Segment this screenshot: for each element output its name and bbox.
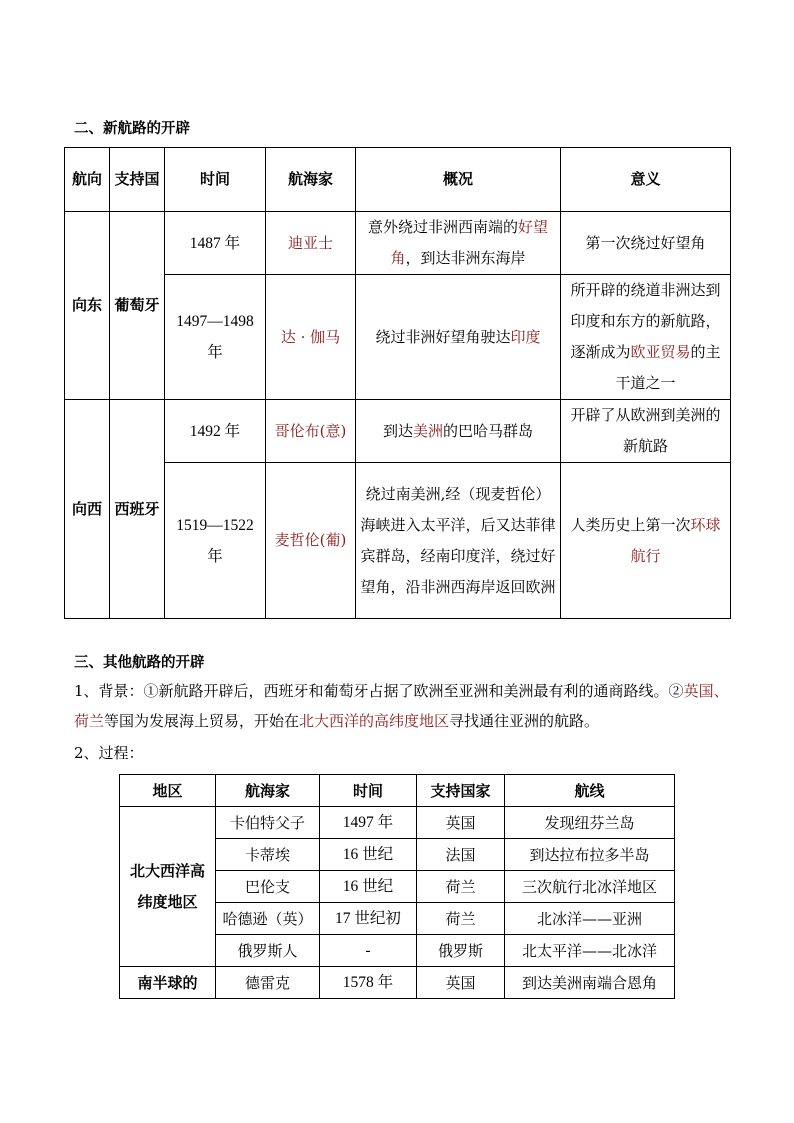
- country-spain: 西班牙: [110, 400, 165, 619]
- route-cell: 发现纽芬兰岛: [505, 807, 675, 839]
- header-route: 航线: [505, 775, 675, 807]
- header-meaning: 意义: [561, 148, 731, 212]
- country-cell: 俄罗斯: [417, 935, 505, 967]
- time-cell: 17 世纪初: [320, 903, 417, 935]
- meaning-text: 的主干道之一: [615, 343, 721, 392]
- table-header-row: [120, 775, 675, 807]
- background-paragraph: [74, 676, 734, 736]
- navigator-cell: 俄罗斯人: [216, 935, 320, 967]
- time-cell: 1487 年: [165, 212, 266, 275]
- route-cell: 北冰洋——亚洲: [505, 903, 675, 935]
- navigator-cell: 卡伯特父子: [216, 807, 320, 839]
- process-label: 2、过程：: [74, 744, 144, 762]
- background-text: 1、背景：①新航路开辟后，西班牙和葡萄牙占据了欧洲至亚洲和美洲最有利的通商路线。②: [74, 682, 684, 700]
- table-row: [65, 275, 731, 400]
- overview-cell: 绕过南美洲,经（现麦哲伦）海峡进入太平洋，后又达菲律宾群岛，经南印度洋，绕过好望角，沿非洲西海岸返回欧洲: [356, 463, 561, 619]
- meaning-cell: [561, 275, 731, 400]
- new-routes-table: [64, 147, 731, 619]
- meaning-cell: [561, 463, 731, 619]
- meaning-highlight: 环球航行: [630, 515, 721, 565]
- table-header-row: [65, 148, 731, 212]
- region-southern-hemisphere: 南半球的: [120, 967, 216, 999]
- time-cell: 1578 年: [320, 967, 417, 999]
- direction-west: 向西: [65, 400, 110, 619]
- meaning-text: 人类历史上第一次: [570, 515, 691, 534]
- header-overview: 概况: [356, 148, 561, 212]
- region-north-atlantic: 北大西洋高纬度地区: [120, 807, 216, 967]
- header-country: 支持国家: [417, 775, 505, 807]
- background-highlight: 英国、荷兰: [74, 682, 729, 730]
- table-row: [120, 807, 675, 839]
- country-cell: 英国: [417, 807, 505, 839]
- table-row: [65, 463, 731, 619]
- navigator-cell: 德雷克: [216, 967, 320, 999]
- table-row: [65, 212, 731, 275]
- navigator-cell: 达 · 伽马: [266, 275, 356, 400]
- section-3-title: 三、其他航路的开辟: [74, 654, 205, 671]
- header-direction: 航向: [65, 148, 110, 212]
- time-cell: 1497 年: [320, 807, 417, 839]
- overview-highlight: 好望角: [390, 218, 549, 267]
- country-cell: 荷兰: [417, 871, 505, 903]
- header-navigator: 航海家: [216, 775, 320, 807]
- meaning-cell: 开辟了从欧洲到美洲的新航路: [561, 400, 731, 463]
- table-row: [120, 967, 675, 999]
- country-cell: 英国: [417, 967, 505, 999]
- route-cell: 北太平洋——北冰洋: [505, 935, 675, 967]
- header-support: 支持国: [110, 148, 165, 212]
- meaning-text: 所开辟的绕道非洲达到印度和东方的新航路，逐渐成为: [570, 281, 721, 361]
- navigator-cell: 巴伦支: [216, 871, 320, 903]
- header-region: 地区: [120, 775, 216, 807]
- overview-highlight: 美洲: [412, 421, 443, 440]
- country-cell: 法国: [417, 839, 505, 871]
- navigator-cell: 哈德逊（英）: [216, 903, 320, 935]
- time-cell: 16 世纪: [320, 871, 417, 903]
- meaning-cell: 第一次绕过好望角: [561, 212, 731, 275]
- overview-cell: [356, 275, 561, 400]
- header-time: 时间: [320, 775, 417, 807]
- navigator-cell: 哥伦布(意): [266, 400, 356, 463]
- header-navigator: 航海家: [266, 148, 356, 212]
- time-cell: 16 世纪: [320, 839, 417, 871]
- overview-cell: [356, 400, 561, 463]
- overview-text: 到达: [382, 421, 413, 440]
- overview-highlight: 印度: [510, 327, 541, 346]
- overview-cell: [356, 212, 561, 275]
- route-cell: 到达拉布拉多半岛: [505, 839, 675, 871]
- overview-text: 的巴哈马群岛: [443, 421, 534, 440]
- navigator-cell: 麦哲伦(葡): [266, 463, 356, 619]
- table-row: [65, 400, 731, 463]
- route-cell: 三次航行北冰洋地区: [505, 871, 675, 903]
- overview-text: 绕过非洲好望角驶达: [375, 327, 511, 346]
- background-highlight: 北大西洋的高纬度地区: [299, 712, 450, 730]
- overview-text: ，到达非洲东海岸: [405, 249, 526, 267]
- background-text: 寻找通往亚洲的航路。: [449, 712, 600, 730]
- time-cell: -: [320, 935, 417, 967]
- section-2-title: 二、新航路的开辟: [74, 120, 190, 137]
- country-cell: 荷兰: [417, 903, 505, 935]
- meaning-highlight: 欧亚贸易: [630, 343, 691, 361]
- route-cell: 到达美洲南端合恩角: [505, 967, 675, 999]
- time-cell: 1492 年: [165, 400, 266, 463]
- time-cell: 1497—1498 年: [165, 275, 266, 400]
- direction-east: 向东: [65, 212, 110, 400]
- background-text: 等国为发展海上贸易，开始在: [104, 712, 300, 730]
- header-time: 时间: [165, 148, 266, 212]
- time-cell: 1519—1522 年: [165, 463, 266, 619]
- country-portugal: 葡萄牙: [110, 212, 165, 400]
- navigator-cell: 卡蒂埃: [216, 839, 320, 871]
- other-routes-table: [119, 774, 675, 999]
- overview-text: 意外绕过非洲西南端的: [367, 218, 518, 236]
- navigator-cell: 迪亚士: [266, 212, 356, 275]
